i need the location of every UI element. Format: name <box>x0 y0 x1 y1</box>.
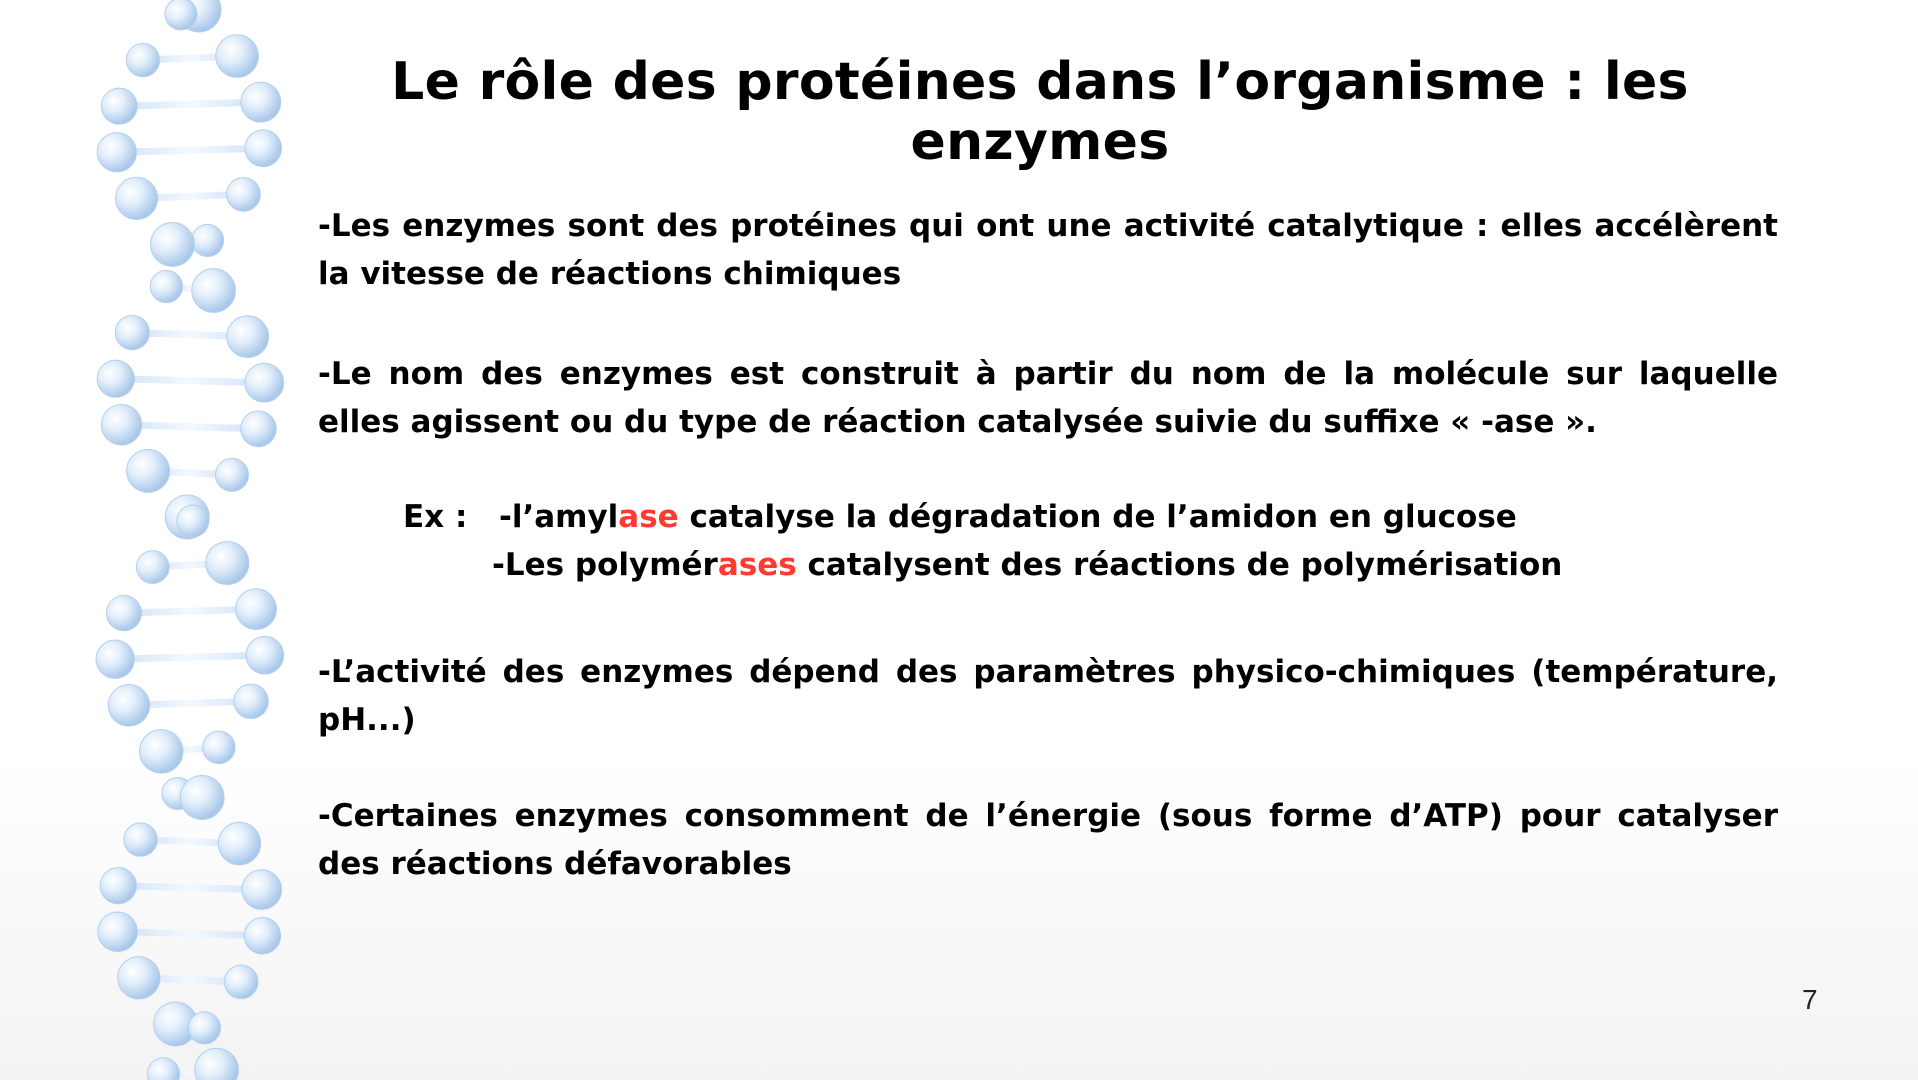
dna-node <box>97 360 134 397</box>
bullet-enzyme-naming: -Le nom des enzymes est construit à partir du nom de la molécule sur laquelle elles agissent ou du type de réaction catalysée suivie du suffixe « -ase ». <box>318 356 1778 440</box>
dna-node <box>227 177 261 211</box>
bullet-enzyme-activity: -L’activité des enzymes dépend des paramètres physico-chimiques (température, pH...) <box>318 654 1778 738</box>
bullet-enzyme-definition: -Les enzymes sont des protéines qui ont une activité catalytique : elles accélèrent la vitesse de réactions chimiques <box>318 208 1778 292</box>
page-title: Le rôle des protéines dans l’organisme : les enzymes <box>391 52 1689 172</box>
dna-node <box>234 684 269 719</box>
dna-node <box>236 589 277 630</box>
dna-helix-icon <box>90 0 320 1080</box>
dna-node <box>245 363 284 402</box>
dna-node <box>151 223 195 267</box>
dna-node <box>244 918 280 954</box>
example-text-after: catalysent des réactions de polymérisation <box>796 547 1563 583</box>
dna-node <box>101 405 141 445</box>
dna-node <box>216 35 259 78</box>
dna-node <box>139 730 183 774</box>
dna-node <box>227 316 269 358</box>
dna-node <box>241 82 281 122</box>
dna-node <box>215 458 248 491</box>
dna-rung <box>119 102 261 106</box>
dna-node <box>108 685 149 726</box>
dna-node <box>241 411 277 447</box>
dna-node <box>246 636 284 674</box>
dna-node <box>101 88 137 124</box>
dna-node <box>180 776 224 820</box>
bullet-enzyme-energy: -Certaines enzymes consomment de l’énergie (sous forme d’ATP) pour catalyser des réactions défavorables <box>318 798 1778 882</box>
example-prefix: Ex : <box>403 499 468 535</box>
dna-node <box>195 1048 239 1080</box>
dna-node <box>242 870 282 910</box>
dna-node <box>136 551 169 584</box>
example-amylase <box>403 493 1517 541</box>
example-suffix-highlight: ases <box>717 547 797 583</box>
dna-node <box>224 965 258 999</box>
page-number: 7 <box>1802 984 1818 1015</box>
dna-node <box>150 270 182 302</box>
dna-node <box>115 177 157 219</box>
dna-node <box>100 868 136 904</box>
dna-node <box>245 130 282 167</box>
dna-rung <box>116 379 265 383</box>
dna-node <box>97 133 136 172</box>
dna-node <box>206 541 249 584</box>
dna-node <box>165 0 197 30</box>
dna-node <box>124 823 157 856</box>
dna-node <box>98 912 138 952</box>
dna-rung <box>117 148 263 152</box>
example-suffix-highlight: ase <box>618 499 679 535</box>
dna-node <box>118 957 160 999</box>
example-text-before: -l’amyl <box>498 499 619 535</box>
dna-node <box>188 1012 220 1044</box>
dna-rung <box>115 655 265 659</box>
dna-node <box>106 596 141 631</box>
dna-node <box>96 640 134 678</box>
dna-rung <box>118 886 262 890</box>
dna-node <box>203 731 235 763</box>
dna-node <box>218 822 261 865</box>
dna-node <box>191 224 223 256</box>
example-text-after: catalyse la dégradation de l’amidon en glucose <box>678 499 1517 535</box>
dna-node <box>192 269 236 313</box>
dna-node <box>127 449 170 492</box>
dna-node <box>177 505 209 537</box>
dna-node <box>126 43 159 76</box>
example-text-before: -Les polymér <box>492 547 718 583</box>
dna-rung <box>118 932 263 936</box>
example-polymerase <box>492 541 1562 589</box>
dna-node <box>147 1058 179 1080</box>
dna-node <box>115 316 149 350</box>
